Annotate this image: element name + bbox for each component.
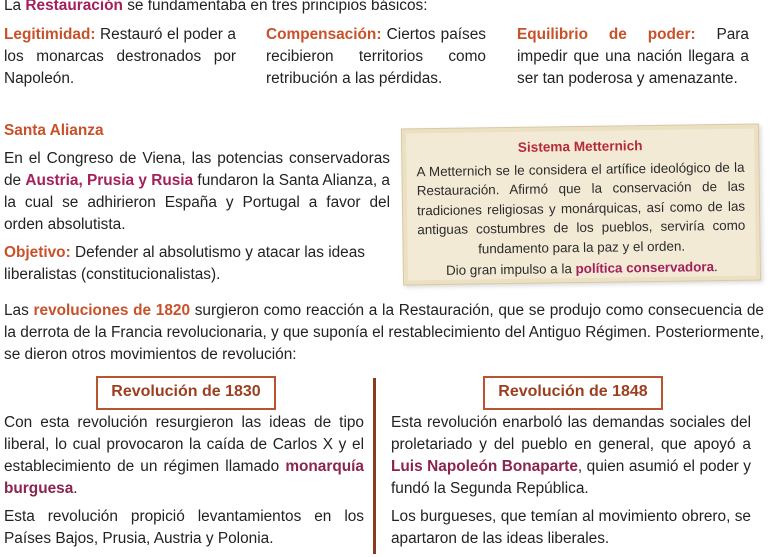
rev1848-end: , quien asumió el poder y fundó la Segunda República.: [391, 458, 752, 497]
rev1830-end: .: [73, 480, 78, 497]
rev1830-text: Con esta revolución resurgieron las ideas de tipo liberal, lo cual provocaron la caída de Carlos X y el establecimiento de un régimen llamado: [4, 414, 364, 475]
principle-title: Compensación:: [266, 26, 382, 43]
rev-1830-paragraph-1: [4, 412, 364, 500]
impulse-end: .: [713, 259, 718, 275]
intro-rest: se fundamentaba en tres principios básicos:: [122, 0, 428, 14]
rev1848-text: Esta revolución enarboló las demandas sociales del proletariado y del pueblo en general, que apoyó a: [391, 414, 751, 453]
rev-1848-title-box: Revolución de 1848: [483, 376, 663, 410]
principle-text: Restauró el poder a los monarcas destronados por Napoleón.: [4, 26, 236, 87]
rev1848-highlight: Luis Napoleón Bonaparte: [391, 458, 578, 475]
santa-alianza-text-end: fundaron la Santa Alianza, a la cual se adhirieron España y Portugal a favor del orden absolutista.: [4, 172, 390, 233]
rev-1848-paragraph-1: [391, 412, 751, 500]
principle-text: Para impedir que una nación llegara a ser tan poderosa y amenazante.: [517, 26, 749, 87]
principle-legitimidad: [4, 24, 236, 90]
rev1820-text: surgieron como reacción a la Restauración, que se produjo como consecuencia de la derrota de la Francia revolucionaria, y que suponía el restablecimiento del Antiguo Régimen. Posteriormente, se dieron otros movimientos de revolución:: [4, 302, 764, 363]
santa-alianza-paragraph: [4, 148, 390, 236]
santa-alianza-text: En el Congreso de Viena, las potencias conservadoras de: [4, 150, 390, 189]
principle-equilibrio: [517, 24, 749, 90]
principle-title: Equilibrio de poder:: [517, 26, 696, 43]
revolutions-1820-paragraph: [4, 300, 764, 366]
principle-title: Legitimidad:: [4, 26, 96, 43]
column-divider: [373, 378, 376, 554]
intro-term: Restauración: [25, 0, 123, 14]
santa-alianza-heading: Santa Alianza: [4, 122, 104, 139]
intro-line: [4, 0, 764, 17]
rev1830-highlight: monarquía burguesa: [4, 458, 364, 497]
principle-text: Ciertos países recibieron territorios como retribución a las pérdidas.: [266, 26, 486, 87]
objective-text: Defender al absolutismo y atacar las ideas liberalistas (constitucionalistas).: [4, 244, 365, 283]
rev-1848-paragraph-2: Los burgueses, que temían al movimiento obrero, se apartaron de las ideas liberales.: [391, 508, 751, 547]
rev1820-highlight: revoluciones de 1820: [33, 302, 191, 319]
metternich-impulse: [418, 257, 746, 281]
metternich-title: Sistema Metternich: [517, 138, 643, 155]
impulse-highlight: política conservadora: [575, 259, 715, 277]
santa-alianza-objective: [4, 242, 394, 286]
rev-1830-title-box: Revolución de 1830: [96, 376, 276, 410]
intro-prefix: La: [4, 0, 26, 14]
impulse-text: Dio gran impulso a la: [445, 261, 576, 278]
metternich-card: [401, 124, 761, 286]
objective-label: Objetivo:: [4, 244, 71, 261]
rev-1830-paragraph-2: Esta revolución propició levantamientos en los Países Bajos, Prusia, Austria y Polonia.: [4, 508, 364, 547]
metternich-body: A Metternich se le considera el artífice ideológico de la Restauración. Afirmó que la conservación de las tradiciones religiosas y monárquicas, así como de las antiguas costumbres de los pueblos, serviría como fundamento para la paz y el orden.: [416, 159, 746, 256]
principle-compensacion: [266, 24, 486, 90]
santa-alianza-countries: Austria, Prusia y Rusia: [25, 172, 194, 189]
rev1820-prefix: Las: [4, 302, 34, 319]
